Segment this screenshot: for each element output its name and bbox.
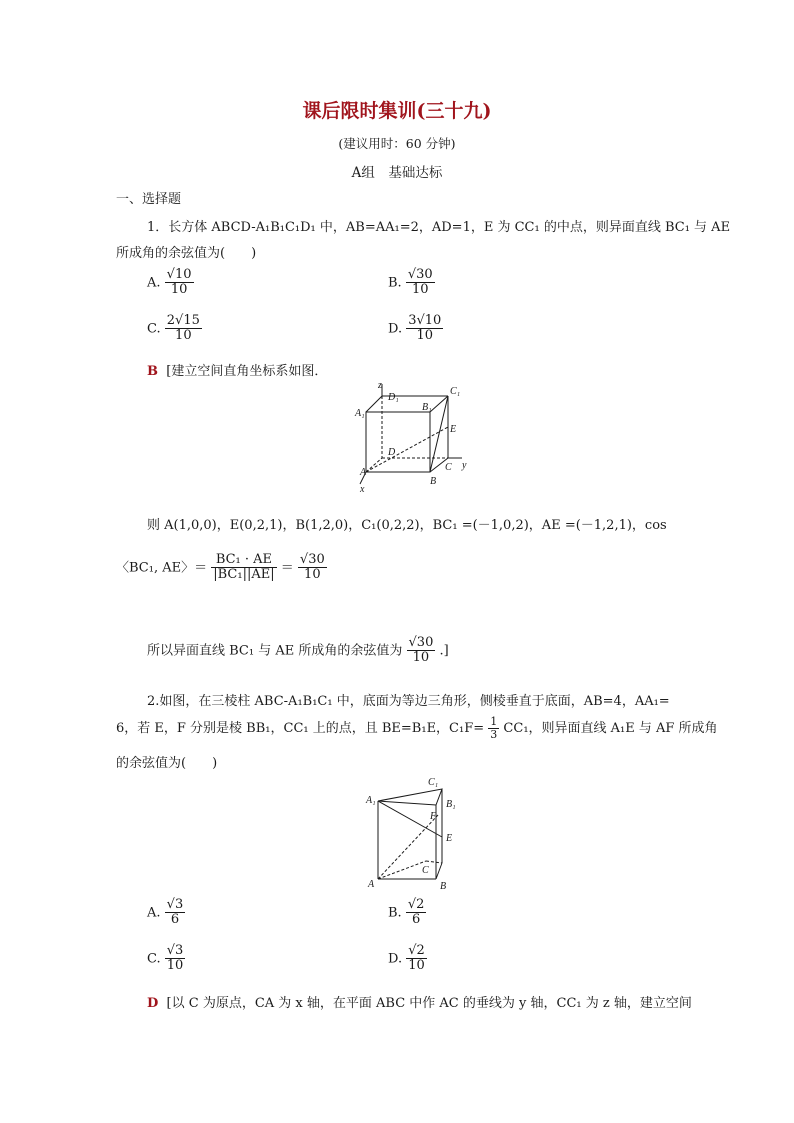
q2-answer: D <box>147 996 159 1011</box>
q1-option-d: D. $\frac{3√10}{10}$ <box>388 313 442 344</box>
q1-coordinates: 则 A(1,0,0)，E(0,2,1)，B(1,2,0)，C₁(0,2,2)，BC₁ =(－1,0,2)，AE =(－1,2,1)，cos <box>147 518 667 533</box>
q1-option-a: A. $\frac{√10}{10}$ <box>147 267 192 298</box>
label-a: A <box>360 467 367 478</box>
q2-option-a: A. $\frac{√3}{6}$ <box>147 897 184 928</box>
label-b: B <box>440 881 447 892</box>
label-a1: A₁ <box>355 408 365 419</box>
q2-stem-line2: 6，若 E，F 分别是棱 BB₁，CC₁ 上的点，且 BE=B₁E，C₁F= $\frac{1}{3}$ CC₁，则异面直线 A₁E 与 AF 所成角 <box>116 715 718 742</box>
label-x: x <box>360 484 365 495</box>
q1-answer: B <box>147 364 158 379</box>
label-c1: C₁ <box>450 386 461 397</box>
q2-option-d: D. $\frac{√2}{10}$ <box>388 943 425 974</box>
q2-solution-intro: D [以 C 为原点，CA 为 x 轴，在平面 ABC 中作 AC 的垂线为 y 轴，CC₁ 为 z 轴，建立空间 <box>147 996 692 1011</box>
label-e: E <box>446 833 453 844</box>
q1-cos-formula: 〈BC₁, AE〉＝ $\frac{\text{BC₁ · AE}}{\text{|BC₁||AE|}}$ ＝ $\frac{√30}{10}$ <box>116 552 325 583</box>
label-f: F <box>430 811 437 822</box>
label-y: y <box>462 460 467 471</box>
figure-prism <box>362 775 472 893</box>
label-d1: D₁ <box>388 392 399 403</box>
label-c: C <box>445 462 452 473</box>
q2-stem-line3: 的余弦值为( ) <box>116 756 218 771</box>
label-b: B <box>430 476 437 487</box>
label-d: D <box>388 447 396 458</box>
label-c1: C₁ <box>428 777 439 788</box>
prism-top-face <box>378 789 442 805</box>
q1-stem-line2: 所成角的余弦值为( ) <box>116 246 257 261</box>
q2-stem-line1: 2.如图，在三棱柱 ABC-A₁B₁C₁ 中，底面为等边三角形，侧棱垂直于底面，AB=4，AA₁= <box>147 694 670 709</box>
label-e: E <box>450 424 457 435</box>
q2-option-c: C. $\frac{√3}{10}$ <box>147 943 184 974</box>
figure-cuboid <box>352 380 482 495</box>
q1-option-c: C. $\frac{2√15}{10}$ <box>147 313 200 344</box>
label-c: C <box>422 865 429 876</box>
page-title: 课后限时集训(三十九) <box>302 100 492 122</box>
q2-option-b: B. $\frac{√2}{6}$ <box>388 897 425 928</box>
group-heading: A组 基础达标 <box>351 165 443 181</box>
q1-stem-line1: 1．长方体 ABCD-A₁B₁C₁D₁ 中，AB=AA₁=2，AD=1，E 为 CC₁ 的中点，则异面直线 BC₁ 与 AE <box>147 220 731 235</box>
label-b1: B₁ <box>446 799 456 810</box>
q1-option-b: B. $\frac{√30}{10}$ <box>388 267 433 298</box>
q1-solution-intro: B [建立空间直角坐标系如图． <box>147 364 328 379</box>
label-b1: B₁ <box>422 402 432 413</box>
section-heading: 一、选择题 <box>116 192 182 207</box>
q1-conclusion: 所以异面直线 BC₁ 与 AE 所成角的余弦值为 $\frac{√30}{10}$ .] <box>147 635 449 666</box>
label-a1: A₁ <box>366 795 376 806</box>
time-note: (建议用时：60 分钟) <box>338 136 456 151</box>
label-z: z <box>378 380 382 391</box>
label-a: A <box>368 879 375 890</box>
